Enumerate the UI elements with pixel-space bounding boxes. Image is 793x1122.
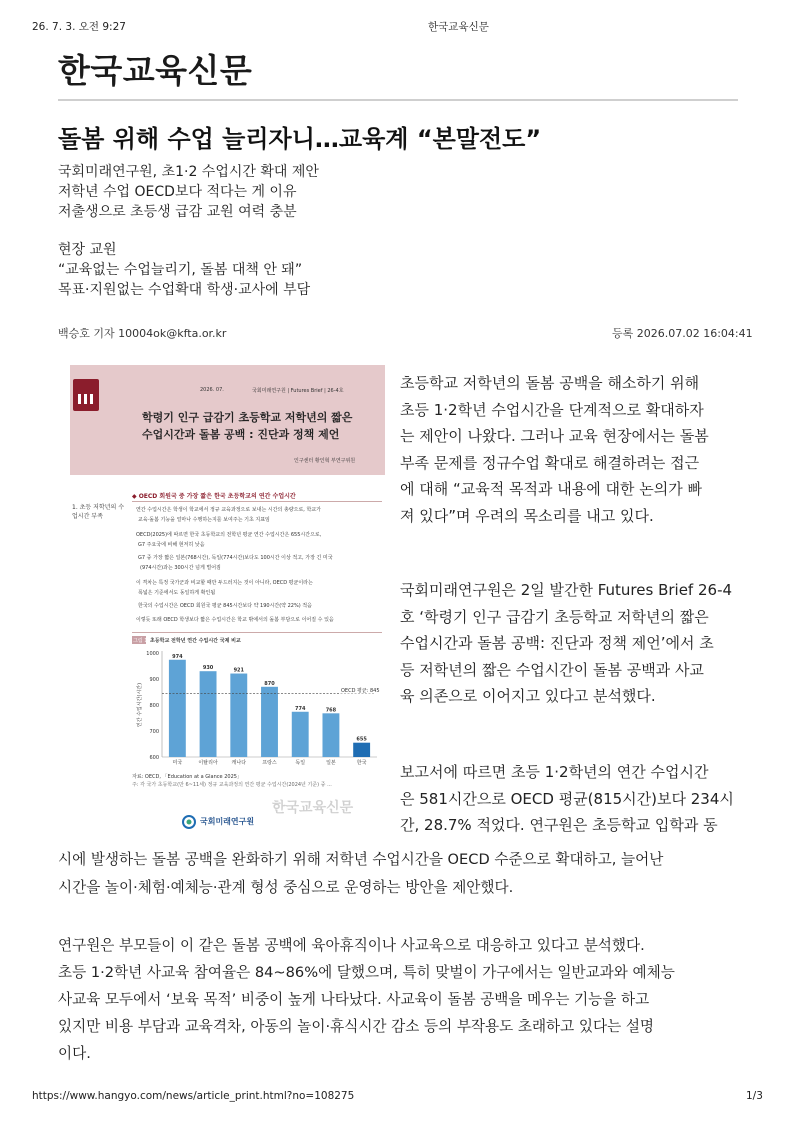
y-tick-label: 600	[149, 755, 159, 761]
report-bullet: G7 중 가장 짧은 일본(768시간), 독일(774시간)보다도 100시간 이상 적고, 가장 긴 미국	[138, 555, 333, 561]
x-tick-label: 이탈리아	[198, 760, 218, 766]
y-tick-label: 800	[149, 703, 159, 709]
figure-footnote: 주: 각 국가 초등학교(만 6~11세) 정규 교육과정의 연간 평균 수업시간(2024년 기준) 중 ...	[132, 782, 332, 788]
report-bullet: 이렇듯 또래 OECD 학생보다 짧은 수업시간은 학교 밖에서의 돌봄 부담으로 이어질 수 있음	[136, 617, 334, 623]
body-line: 보고서에 따르면 초등 1·2학년의 연간 수업시간	[400, 763, 709, 781]
body-line: 사교육 모두에서 ‘보육 목적’ 비중이 높게 나타났다. 사교육이 돌봄 공백을 메우는 기능을 하고	[58, 991, 650, 1008]
x-tick-label: 프랑스	[262, 760, 277, 766]
report-bullet: OECD(2025)에 따르면 한국 초등학교의 전학년 평균 연간 수업시간은 655시간으로,	[136, 532, 322, 538]
page-number: 1/3	[746, 1090, 763, 1102]
report-bullet: 연간 수업시간은 학생이 학교에서 정규 교육과정으로 보내는 시간의 총량으로, 학교가	[136, 507, 321, 513]
y-tick-label: 700	[149, 729, 159, 735]
body-line: 초등 1·2학년 사교육 참여율은 84~86%에 달했으며, 특히 맞벌이 가구에서는 일반교과와 예체능	[58, 964, 675, 981]
body-line: 져 있다”며 우려의 목소리를 내고 있다.	[400, 506, 654, 525]
body-line: 에 대해 “교육적 목적과 내용에 대한 논의가 빠	[400, 480, 702, 498]
y-axis-label: 연간 수업시간(시간)	[137, 682, 143, 728]
report-bullet: 이 격차는 특정 국가군과 비교할 때만 두드러지는 것이 아니라, OECD 평균이라는	[136, 580, 313, 586]
data-label: 768	[325, 707, 337, 714]
body-line: 초등 1·2학년 수업시간을 단계적으로 확대하자	[400, 400, 704, 419]
print-datetime: 26. 7. 3. 오전 9:27	[32, 21, 126, 33]
article-paragraph	[400, 762, 734, 842]
body-line: 는 제안이 나왔다. 그러나 교육 현장에서는 돌봄	[400, 427, 709, 445]
bar	[353, 743, 370, 757]
bar	[292, 712, 309, 757]
data-label: 921	[233, 667, 245, 674]
instruction-hours-bar-chart	[132, 645, 382, 767]
y-tick-label: 1000	[146, 651, 159, 657]
report-bullet: 교육·돌봄 기능을 얼마나 수행하는지를 보여주는 기초 지표임	[138, 517, 270, 523]
report-series: 국회미래연구원 | Futures Brief | 26-4호	[252, 388, 344, 394]
article-paragraph	[58, 936, 675, 1071]
figure-source: 자료: OECD, 「Education at a Glance 2025」	[132, 774, 242, 780]
data-label: 974	[172, 653, 183, 660]
figure-tag: 그림 1	[133, 638, 148, 644]
bar	[230, 674, 247, 757]
article-paragraph	[400, 373, 709, 532]
body-line: 초등학교 저학년의 돌봄 공백을 해소하기 위해	[400, 374, 700, 392]
report-bullet: (974시간)과는 300시간 넘게 벌어짐	[140, 565, 221, 571]
article-paragraph	[400, 580, 732, 713]
body-line: 등 저학년의 짧은 수업시간이 돌봄 공백과 사교	[400, 660, 704, 679]
newspaper-watermark: 한국교육신문	[272, 800, 354, 816]
data-label: 870	[264, 680, 275, 687]
report-title-line: 학령기 인구 급감기 초등학교 저학년의 짧은	[142, 411, 353, 424]
article-byline: 백승호 기자 10004ok@kfta.or.kr	[58, 327, 227, 340]
body-line: 간, 28.7% 적었다. 연구원은 초등학교 입학과 동	[400, 816, 718, 834]
body-line: 시간을 놀이·체험·예체능·관계 형성 중심으로 운영하는 방안을 제안했다.	[58, 879, 514, 896]
report-section-title: 1. 초등 저학년의 수업시간 부족	[72, 504, 125, 520]
x-tick-label: 캐나다	[231, 760, 247, 766]
body-line: 이다.	[58, 1045, 91, 1062]
x-tick-label: 독일	[295, 760, 306, 766]
data-label: 655	[356, 736, 367, 743]
report-bullet: 한국의 수업시간은 OECD 회원국 평균 845시간보다 약 190시간(약 22%) 적음	[138, 603, 312, 609]
report-date: 2026. 07.	[200, 387, 224, 393]
body-line: 은 581시간으로 OECD 평균(815시간)보다 234시	[400, 789, 734, 808]
subhead-line: 저출생으로 초등생 급감 교원 여력 충분	[58, 204, 297, 220]
report-bullet-box	[132, 501, 382, 633]
subhead-line: 국회미래연구원, 초1·2 수업시간 확대 제안	[58, 164, 319, 180]
newspaper-logo[interactable]: 한국교육신문	[58, 51, 253, 90]
body-line: 부족 문제를 정규수업 확대로 해결하려는 접근	[400, 453, 700, 472]
subhead-line: “교육없는 수업늘리기, 돌봄 대책 안 돼”	[58, 262, 303, 278]
body-line: 육 의존으로 이어지고 있다고 분석했다.	[400, 687, 656, 705]
report-author: 인구센터 황인혁 부연구위원	[294, 458, 356, 464]
subhead-line: 저학년 수업 OECD보다 적다는 게 이유	[58, 184, 297, 200]
print-site-title: 한국교육신문	[428, 21, 489, 33]
print-url[interactable]: https://www.hangyo.com/news/article_print.html?no=108275	[32, 1090, 355, 1102]
subhead-line: 현장 교원	[58, 242, 117, 258]
bar	[322, 713, 339, 757]
institute-logo-icon	[182, 814, 196, 828]
report-bullet: 폭넓은 기준에서도 동일하게 확인됨	[138, 590, 216, 596]
x-tick-label: 한국	[356, 760, 367, 766]
x-tick-label: 미국	[172, 760, 183, 766]
article-paragraph	[58, 850, 663, 906]
article-headline: 돌봄 위해 수업 늘리자니…교육계 “본말전도”	[58, 125, 542, 153]
body-line: 수업시간과 돌봄 공백: 진단과 정책 제언’에서 초	[400, 634, 714, 652]
body-line: 국회미래연구원은 2일 발간한 Futures Brief 26-4	[400, 581, 733, 599]
article-registered-date: 등록 2026.07.02 16:04:41	[612, 327, 753, 340]
assembly-building-icon	[73, 379, 99, 411]
oecd-average-label: OECD 평균: 845	[341, 687, 380, 694]
bar	[169, 660, 186, 757]
body-line: 있지만 비용 부담과 교육격차, 아동의 놀이·휴식시간 감소 등의 부작용도 초래하고 있다는 설명	[58, 1018, 655, 1035]
y-tick-label: 900	[149, 677, 159, 683]
institute-name: 국회미래연구원	[200, 817, 255, 826]
masthead-divider	[58, 99, 738, 101]
subhead-line: 목표·지원없는 수업확대 학생·교사에 부담	[58, 282, 311, 298]
report-box-title: ◆ OECD 회원국 중 가장 짧은 한국 초등학교의 연간 수업시간	[132, 493, 296, 500]
body-line: 시에 발생하는 돌봄 공백을 완화하기 위해 저학년 수업시간을 OECD 수준으로 확대하고, 늘어난	[58, 851, 664, 868]
report-cover-image	[70, 365, 385, 835]
body-line: 연구원은 부모들이 이 같은 돌봄 공백에 육아휴직이나 사교육으로 대응하고 있다고 분석했다.	[58, 937, 645, 954]
data-label: 930	[202, 665, 214, 672]
data-label: 774	[294, 705, 306, 712]
x-tick-label: 일본	[326, 760, 336, 766]
report-bullet: G7 주요국에 비해 현저히 낮음	[138, 542, 205, 548]
bar	[261, 687, 278, 757]
body-line: 호 ‘학령기 인구 급감기 초등학교 저학년의 짧은	[400, 607, 709, 626]
figure-title: 초등학교 전학년 연간 수업시간 국제 비교	[150, 638, 241, 644]
bar	[200, 671, 217, 757]
report-title-line: 수업시간과 돌봄 공백 : 진단과 정책 제언	[142, 428, 340, 441]
